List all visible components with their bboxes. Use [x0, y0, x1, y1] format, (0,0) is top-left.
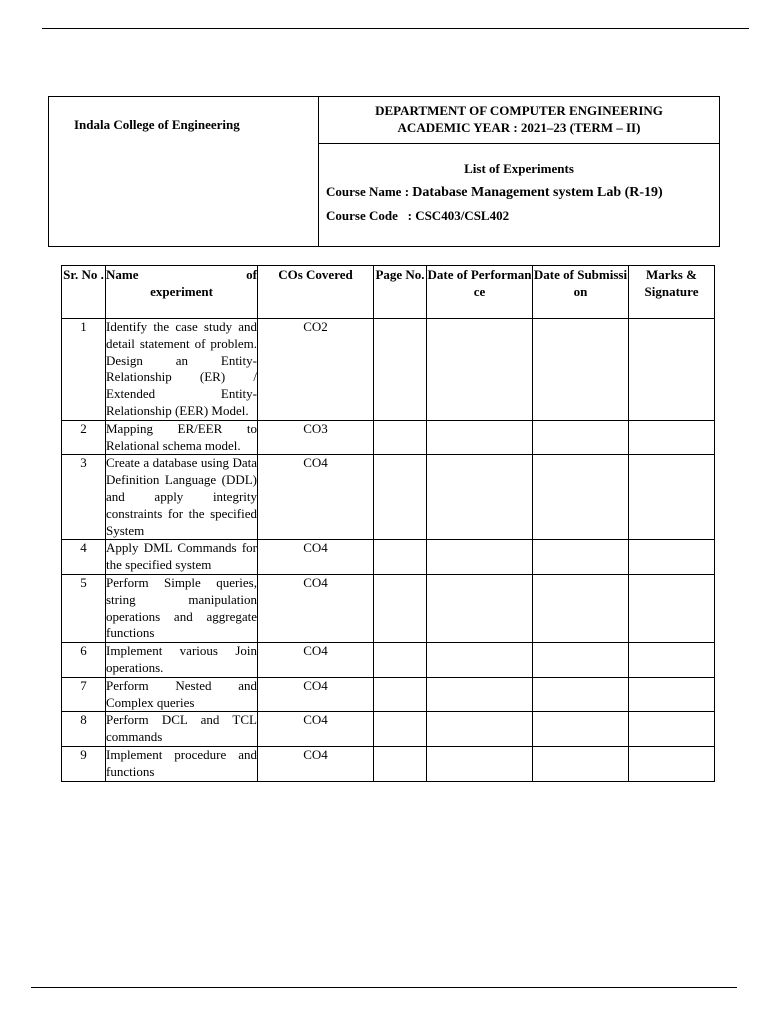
table-row [62, 677, 715, 712]
row-sr-number: 9 [62, 746, 106, 781]
row-cos-covered: CO2 [258, 319, 374, 421]
row-date-performance-cell [427, 677, 533, 712]
row-date-submission-cell [533, 643, 629, 678]
row-sr-number: 4 [62, 540, 106, 575]
row-experiment-name: Perform Simple queries, string manipulation operations and aggregate functions [106, 574, 258, 642]
col-date-performance-header: Date of Performance [427, 266, 533, 319]
row-page-no-cell [374, 420, 427, 455]
row-experiment-name: Perform DCL and TCL commands [106, 712, 258, 747]
col-page-header: Page No. [374, 266, 427, 319]
row-page-no-cell [374, 677, 427, 712]
row-cos-covered: CO4 [258, 643, 374, 678]
header-box [48, 96, 720, 247]
col-name-header [106, 266, 258, 319]
row-cos-covered: CO4 [258, 574, 374, 642]
col-name-word-2: of [246, 267, 257, 282]
course-code-value: CSC403/CSL402 [415, 208, 510, 223]
row-cos-covered: CO4 [258, 455, 374, 540]
table-row [62, 574, 715, 642]
row-experiment-name: Identify the case study and detail statement of problem. Design an Entity-Relationship (ER) / Extended Entity-Relationship (EER) Model. [106, 319, 258, 421]
row-date-submission-cell [533, 712, 629, 747]
col-cos-header: COs Covered [258, 266, 374, 319]
row-date-performance-cell [427, 455, 533, 540]
row-experiment-name: Apply DML Commands for the specified system [106, 540, 258, 575]
academic-year: ACADEMIC YEAR : 2021–23 (TERM – II) [397, 120, 641, 135]
row-page-no-cell [374, 746, 427, 781]
course-name [326, 184, 663, 201]
row-date-performance-cell [427, 540, 533, 575]
row-experiment-name: Implement various Join operations. [106, 643, 258, 678]
col-name-word-3: experiment [150, 283, 213, 299]
table-row [62, 455, 715, 540]
table-body [62, 319, 715, 782]
row-date-performance-cell [427, 420, 533, 455]
row-marks-signature-cell [629, 746, 715, 781]
row-date-submission-cell [533, 574, 629, 642]
col-marks-header: Marks & Signature [629, 266, 715, 319]
row-sr-number: 7 [62, 677, 106, 712]
row-date-submission-cell [533, 420, 629, 455]
table-row [62, 540, 715, 575]
row-marks-signature-cell [629, 455, 715, 540]
row-sr-number: 8 [62, 712, 106, 747]
row-date-performance-cell [427, 712, 533, 747]
table-row [62, 319, 715, 421]
course-code [326, 208, 509, 224]
row-page-no-cell [374, 455, 427, 540]
col-date-submission-header: Date of Submission [533, 266, 629, 319]
course-block [319, 144, 719, 246]
top-rule [42, 28, 749, 29]
course-name-label: Course Name : [326, 184, 413, 199]
experiments-table [61, 265, 715, 782]
row-date-submission-cell [533, 540, 629, 575]
col-name-word-1: Name [106, 267, 139, 282]
row-date-performance-cell [427, 319, 533, 421]
row-experiment-name: Mapping ER/EER to Relational schema model. [106, 420, 258, 455]
row-page-no-cell [374, 540, 427, 575]
bottom-rule [31, 987, 737, 988]
row-marks-signature-cell [629, 420, 715, 455]
row-page-no-cell [374, 712, 427, 747]
row-page-no-cell [374, 643, 427, 678]
row-date-submission-cell [533, 746, 629, 781]
row-date-submission-cell [533, 455, 629, 540]
row-marks-signature-cell [629, 712, 715, 747]
row-page-no-cell [374, 319, 427, 421]
row-date-submission-cell [533, 319, 629, 421]
row-experiment-name: Perform Nested and Complex queries [106, 677, 258, 712]
course-name-value: Database Management system Lab (R-19) [412, 185, 663, 200]
table-row [62, 420, 715, 455]
row-marks-signature-cell [629, 677, 715, 712]
course-code-label: Course Code : [326, 208, 416, 223]
row-sr-number: 5 [62, 574, 106, 642]
table-header-row [62, 266, 715, 319]
row-marks-signature-cell [629, 574, 715, 642]
row-date-performance-cell [427, 746, 533, 781]
header-right-cell [319, 97, 719, 246]
row-experiment-name: Implement procedure and functions [106, 746, 258, 781]
table-row [62, 712, 715, 747]
header-left-cell [49, 97, 319, 246]
row-marks-signature-cell [629, 540, 715, 575]
list-title: List of Experiments [464, 161, 574, 176]
row-marks-signature-cell [629, 319, 715, 421]
row-sr-number: 3 [62, 455, 106, 540]
col-sr-header: Sr. No . [62, 266, 106, 319]
row-sr-number: 6 [62, 643, 106, 678]
college-name: Indala College of Engineering [74, 117, 240, 132]
row-date-performance-cell [427, 574, 533, 642]
row-cos-covered: CO4 [258, 712, 374, 747]
row-date-submission-cell [533, 677, 629, 712]
table-row [62, 643, 715, 678]
row-cos-covered: CO4 [258, 677, 374, 712]
row-date-performance-cell [427, 643, 533, 678]
row-sr-number: 2 [62, 420, 106, 455]
row-marks-signature-cell [629, 643, 715, 678]
row-cos-covered: CO3 [258, 420, 374, 455]
row-cos-covered: CO4 [258, 540, 374, 575]
row-sr-number: 1 [62, 319, 106, 421]
department-name: DEPARTMENT OF COMPUTER ENGINEERING [375, 103, 663, 118]
row-experiment-name: Create a database using Data Definition Language (DDL) and apply integrity constraints for the specified System [106, 455, 258, 540]
row-page-no-cell [374, 574, 427, 642]
row-cos-covered: CO4 [258, 746, 374, 781]
department-block [319, 97, 719, 144]
table-row [62, 746, 715, 781]
